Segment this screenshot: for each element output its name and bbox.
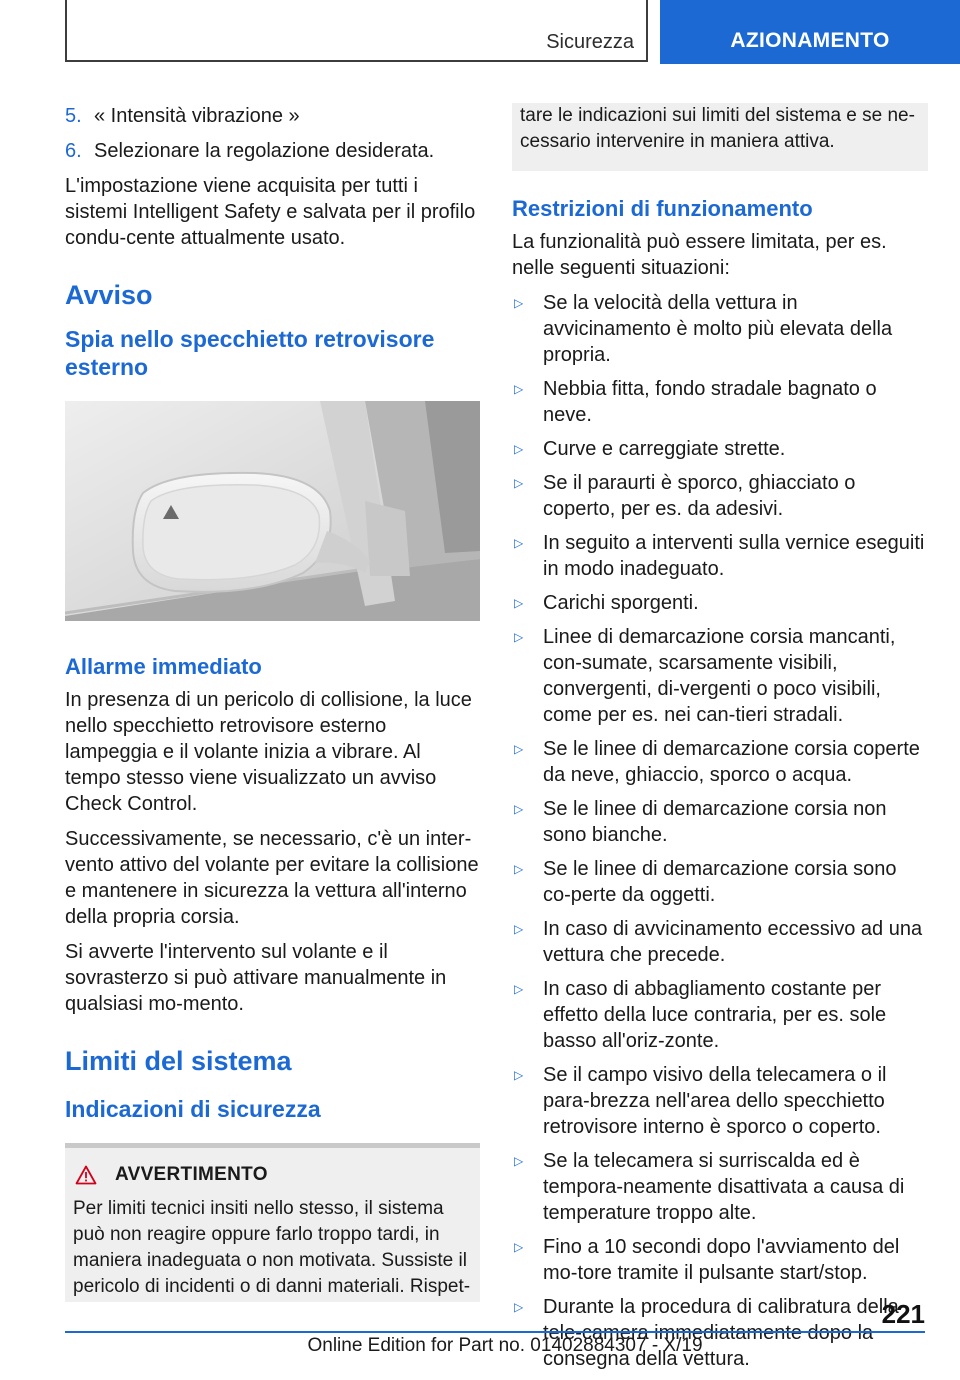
restrizioni-list-item xyxy=(512,624,928,728)
restrizioni-list-item xyxy=(512,290,928,368)
restrizioni-list-text: Se le linee di demarcazione corsia non sono bianche. xyxy=(543,798,887,846)
restrizioni-list-text: Se le linee di demarcazione corsia sono co-perte da oggetti. xyxy=(543,858,897,906)
bullet-triangle-icon: ▷ xyxy=(514,922,524,936)
restrizioni-list-text: Fino a 10 secondi dopo l'avviamento del mo-tore tramite il pulsante start/stop. xyxy=(543,1236,900,1284)
restrizioni-list-item xyxy=(512,796,928,848)
warning-title: AVVERTIMENTO xyxy=(115,1164,268,1185)
restrizioni-list-item xyxy=(512,436,928,462)
bullet-triangle-icon: ▷ xyxy=(514,1068,524,1082)
bullet-triangle-icon: ▷ xyxy=(514,802,524,816)
restrizioni-list-text: Se le linee di demarcazione corsia coperte da neve, ghiaccio, sporco o acqua. xyxy=(543,738,920,786)
heading-limiti: Limiti del sistema xyxy=(65,1046,292,1076)
allarme-paragraph: Successivamente, se necessario, c'è un inter-vento attivo del volante per evitare la collisione e mantenere in sicurezza la vettura all'interno della propria corsia. xyxy=(65,828,479,928)
restrizioni-list-item xyxy=(512,1234,928,1286)
restrizioni-list-item xyxy=(512,470,928,522)
page-number: 221 xyxy=(881,1299,925,1329)
allarme-paragraph: Si avverte l'intervento sul volante e il sovrasterzo si può attivare manualmente in qualsiasi mo-mento. xyxy=(65,941,447,1015)
restrizioni-list-item xyxy=(512,530,928,582)
step-item xyxy=(65,103,480,129)
footer-divider xyxy=(65,1331,925,1333)
warning-continued-text: tare le indicazioni sui limiti del sistema e se ne-cessario intervenire in maniera attiva. xyxy=(520,105,915,152)
restrizioni-list-text: In caso di avvicinamento eccessivo ad una vettura che precede. xyxy=(543,918,923,966)
restrizioni-list-text: Nebbia fitta, fondo stradale bagnato o neve. xyxy=(543,378,877,426)
header-frame xyxy=(65,0,648,62)
bullet-triangle-icon: ▷ xyxy=(514,536,524,550)
restrizioni-list-text: Durante la procedura di calibratura della tele-camera immediatamente dopo la consegna della vettura. xyxy=(543,1296,899,1370)
bullet-triangle-icon: ▷ xyxy=(514,442,524,456)
restrizioni-list-text: Se il paraurti è sporco, ghiacciato o coperto, per es. da adesivi. xyxy=(543,472,856,520)
bullet-triangle-icon: ▷ xyxy=(514,862,524,876)
restrizioni-intro: La funzionalità può essere limitata, per es. nelle seguenti situazioni: xyxy=(512,231,887,279)
footer-edition: Online Edition for Part no. 01402884307 - X/19 xyxy=(307,1335,703,1356)
step-item xyxy=(65,138,480,164)
restrizioni-list-text: In seguito a interventi sulla vernice eseguiti in modo inadeguato. xyxy=(543,532,925,580)
heading-indicazioni: Indicazioni di sicurezza xyxy=(65,1096,321,1122)
step-text: « Intensità vibrazione » xyxy=(94,105,300,127)
restrizioni-list-text: Se la telecamera si surriscalda ed è tempora-neamente disattivata a causa di temperature troppo alte. xyxy=(543,1150,905,1224)
intro-paragraph: L'impostazione viene acquisita per tutti i sistemi Intelligent Safety e salvata per il profilo condu-cente attualmente usato. xyxy=(65,175,476,249)
left-column xyxy=(65,103,480,1302)
mirror-warning-light-image xyxy=(65,401,480,621)
step-text: Selezionare la regolazione desiderata. xyxy=(94,140,435,162)
restrizioni-list-text: Carichi sporgenti. xyxy=(543,592,699,614)
restrizioni-list-text: Linee di demarcazione corsia mancanti, con-sumate, scarsamente visibili, convergenti, di-vergenti o poco visibili, come per es. nei can-tieri stradali. xyxy=(543,626,896,726)
restrizioni-list-text: Curve e carreggiate strette. xyxy=(543,438,786,460)
bullet-triangle-icon: ▷ xyxy=(514,596,524,610)
bullet-triangle-icon: ▷ xyxy=(514,742,524,756)
warning-box xyxy=(65,1143,480,1302)
restrizioni-list-text: Se il campo visivo della telecamera o il para-brezza nell'area dello specchietto retrovisore interno è sporco o coperto. xyxy=(543,1064,887,1138)
bullet-triangle-icon: ▷ xyxy=(514,1154,524,1168)
right-column xyxy=(512,103,928,1380)
heading-restrizioni: Restrizioni di funzionamento xyxy=(512,196,813,221)
warning-box-continued xyxy=(512,103,928,171)
bullet-triangle-icon: ▷ xyxy=(514,476,524,490)
restrizioni-list-item xyxy=(512,1062,928,1140)
restrizioni-list-item xyxy=(512,1294,928,1372)
bullet-triangle-icon: ▷ xyxy=(514,630,524,644)
heading-spia: Spia nello specchietto retrovisore esterno xyxy=(65,326,435,380)
allarme-paragraph: In presenza di un pericolo di collisione, la luce nello specchietto retrovisore esterno lampeggia e il volante inizia a vibrare. Al tempo stesso viene visualizzato un avviso Check Control. xyxy=(65,689,472,815)
bullet-triangle-icon: ▷ xyxy=(514,296,524,310)
header-section-title: Sicurezza xyxy=(546,31,634,53)
restrizioni-list-text: In caso di abbagliamento costante per effetto della luce contraria, per es. sole basso all'oriz-zonte. xyxy=(543,978,887,1052)
warning-triangle-icon xyxy=(75,1165,97,1185)
restrizioni-list-item xyxy=(512,376,928,428)
restrizioni-list-item xyxy=(512,916,928,968)
bullet-triangle-icon: ▷ xyxy=(514,382,524,396)
heading-allarme: Allarme immediato xyxy=(65,654,262,679)
restrizioni-list-item xyxy=(512,856,928,908)
warning-header xyxy=(73,1162,472,1188)
restrizioni-list-item xyxy=(512,736,928,788)
step-number: 6. xyxy=(65,140,82,162)
restrizioni-list-item xyxy=(512,590,928,616)
header-chapter-tab[interactable]: AZIONAMENTO xyxy=(660,0,960,64)
restrizioni-list xyxy=(512,290,928,1372)
restrizioni-list-item xyxy=(512,976,928,1054)
heading-avviso: Avviso xyxy=(65,280,153,310)
restrizioni-list-item xyxy=(512,1148,928,1226)
warning-body: Per limiti tecnici insiti nello stesso, il sistema può non reagire oppure farlo troppo tardi, in maniera inadeguata o non motivata. Sussiste il pericolo di incidenti o di danni materiali. Rispet- xyxy=(73,1198,471,1297)
restrizioni-list-text: Se la velocità della vettura in avvicinamento è molto più elevata della propria. xyxy=(543,292,893,366)
bullet-triangle-icon: ▷ xyxy=(514,1300,524,1314)
step-number: 5. xyxy=(65,105,82,127)
bullet-triangle-icon: ▷ xyxy=(514,1240,524,1254)
bullet-triangle-icon: ▷ xyxy=(514,982,524,996)
